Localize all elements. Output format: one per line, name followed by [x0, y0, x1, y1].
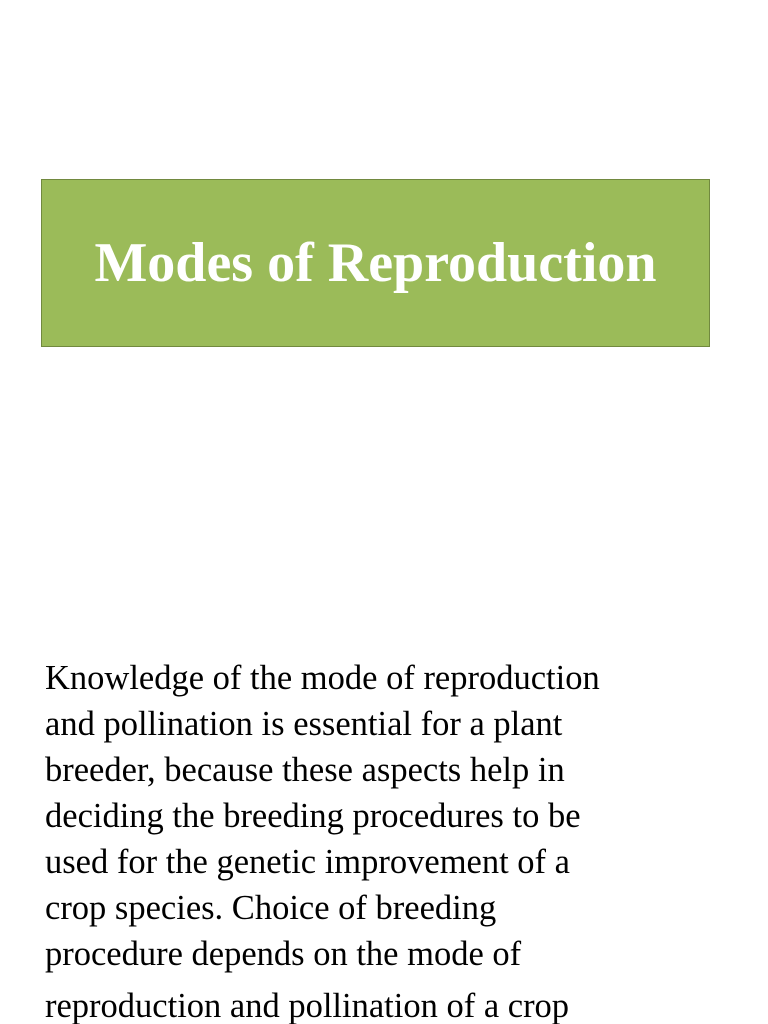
body-line: crop species. Choice of breeding: [45, 889, 497, 927]
title-box: [41, 179, 710, 347]
body-line: breeder, because these aspects help in: [45, 751, 565, 789]
body-line: procedure depends on the mode of: [45, 935, 522, 973]
slide-title: Modes of Reproduction: [94, 232, 657, 294]
body-line: deciding the breeding procedures to be: [45, 797, 581, 835]
body-line: used for the genetic improvement of a: [45, 843, 570, 881]
body-line: reproduction and pollination of a crop: [45, 987, 570, 1024]
body-line: and pollination is essential for a plant: [45, 705, 563, 743]
body-line: Knowledge of the mode of reproduction: [45, 659, 600, 697]
body-paragraph: [45, 655, 705, 1024]
